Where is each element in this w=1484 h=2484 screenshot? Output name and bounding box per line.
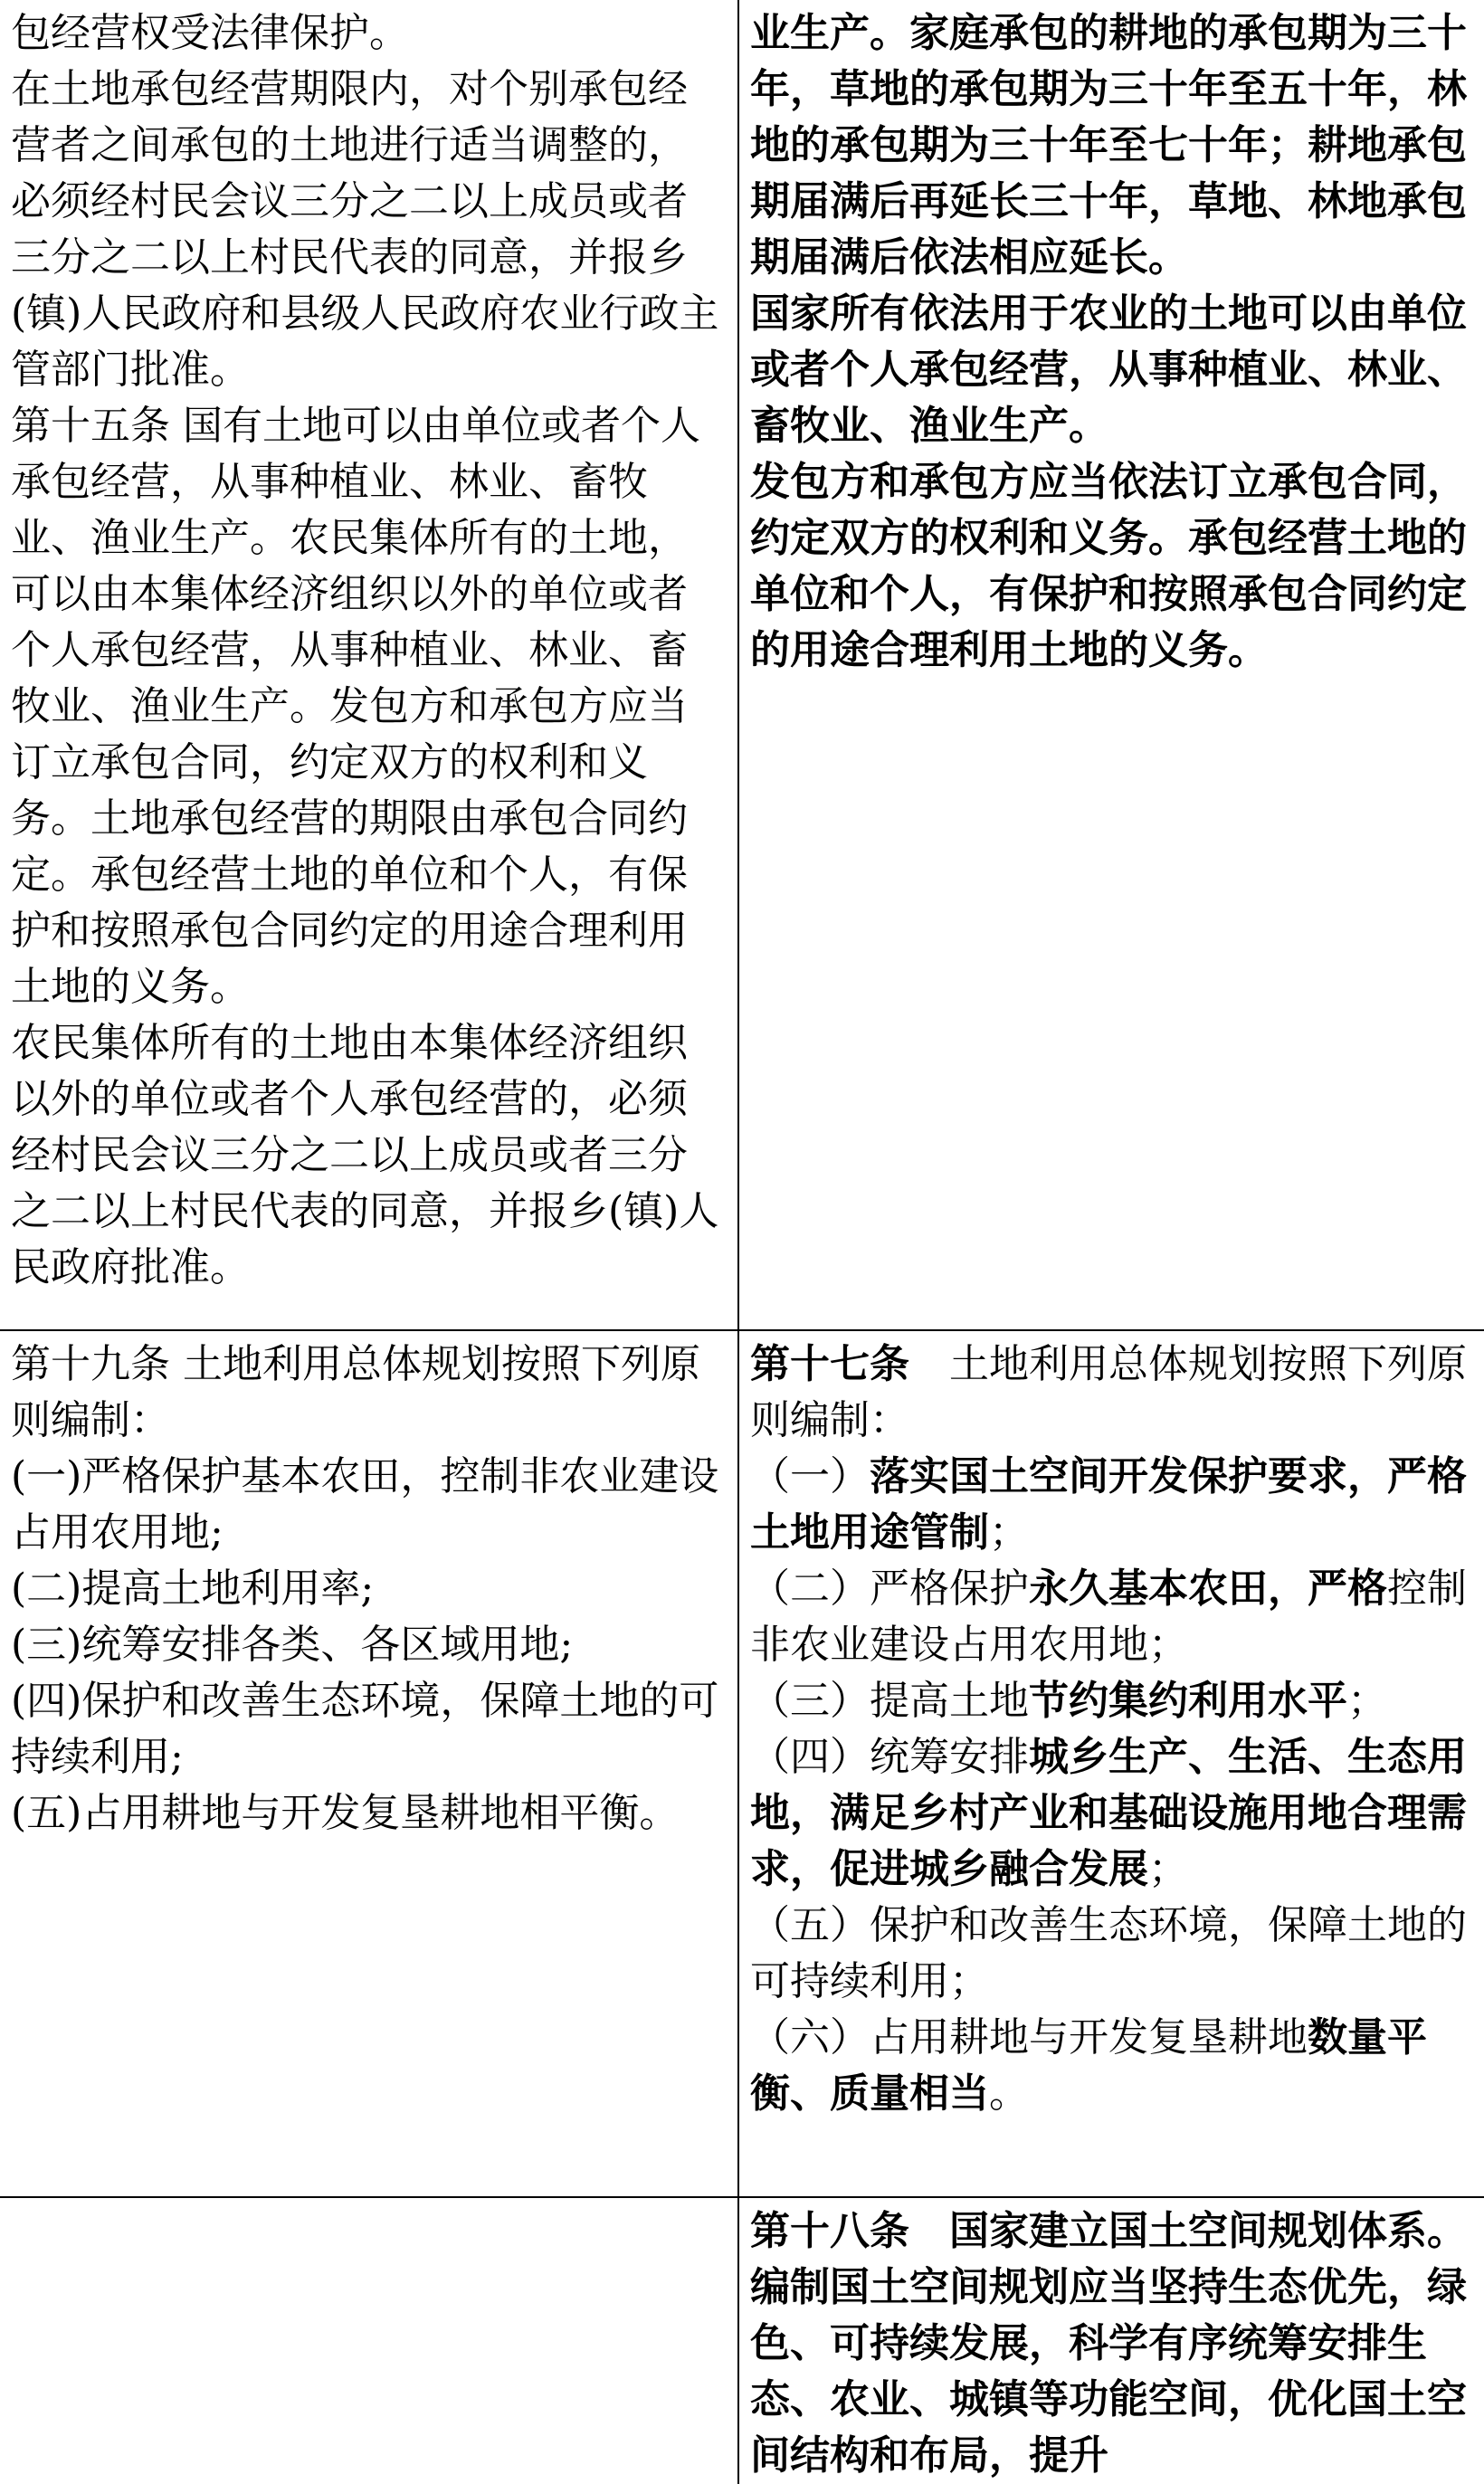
item-suffix: 。 <box>989 2070 1029 2117</box>
old-text-cell <box>0 2197 738 2484</box>
paragraph <box>750 1898 1473 2010</box>
old-text-cell <box>0 0 738 1330</box>
paragraph: 业生产。家庭承包的耕地的承包期为三十年，草地的承包期为三十年至五十年，林地的承包期为三十年至七十年；耕地承包期届满后再延长三十年，草地、林地承包期届满后依法相应延长。 <box>750 10 1467 281</box>
paragraph: (三)统筹安排各类、各区域用地; <box>11 1622 574 1668</box>
table-row <box>0 2197 1484 2484</box>
item-prefix: （四）统筹安排 <box>750 1734 1029 1780</box>
item-revised-text: 节约集约利用水平 <box>1029 1678 1347 1724</box>
item-revised-text: 落实国土空间开发保护要求，严格土地用途管制 <box>750 1453 1467 1556</box>
table-row <box>0 1330 1484 2197</box>
item-prefix: （三）提高土地 <box>750 1678 1029 1724</box>
paragraph <box>750 1449 1473 1561</box>
article-number: 第十七条 <box>750 1341 909 1387</box>
paragraph: (二)提高土地利用率; <box>11 1566 375 1612</box>
paragraph <box>750 1673 1473 1729</box>
item-prefix: （六）占用耕地与开发复垦耕地 <box>750 2014 1308 2060</box>
item-prefix: （五）保护和改善生态环境，保障土地的可持续利用； <box>750 1902 1467 2004</box>
article-heading-text: 土地利用总体规划按照下列原则编制： <box>750 1341 1467 1443</box>
paragraph: 第十五条 国有土地可以由单位或者个人承包经营，从事种植业、林业、畜牧业、渔业生产。农民集体所有的土地，可以由本集体经济组织以外的单位或者个人承包经营，从事种植业、林业、畜牧业、渔业生产。发包方和承包方应当订立承包合同，约定双方的权利和义务。土地承包经营的期限由承包合同约定。承包经营土地的单位和个人，有保护和按照承包合同约定的用途合理利用土地的义务。 <box>11 403 700 1010</box>
item-prefix: （二）严格保护 <box>750 1566 1029 1612</box>
item-prefix: （一） <box>750 1453 870 1499</box>
new-text-cell <box>738 2197 1484 2484</box>
paragraph: 农民集体所有的土地由本集体经济组织以外的单位或者个人承包经营的，必须经村民会议三分之二以上成员或者三分之二以上村民代表的同意，并报乡(镇)人民政府批准。 <box>11 1020 719 1290</box>
paragraph: 国家所有依法用于农业的土地可以由单位或者个人承包经营，从事种植业、林业、畜牧业、渔业生产。 <box>750 290 1467 449</box>
old-text-cell <box>0 1330 738 2197</box>
paragraph <box>750 1561 1473 1673</box>
new-text-cell <box>738 1330 1484 2197</box>
article-heading <box>750 1337 1473 1449</box>
paragraph: 发包方和承包方应当依法订立承包合同，约定双方的权利和义务。承包经营土地的单位和个人，有保护和按照承包合同约定的用途合理利用土地的义务。 <box>750 459 1467 673</box>
item-revised-text: 城乡生产、生活、生态用地，满足乡村产业和基础设施用地合理需求，促进城乡融合发展 <box>750 1734 1467 1892</box>
item-suffix: ； <box>1347 1678 1387 1724</box>
paragraph <box>750 1729 1473 1898</box>
paragraph: 在土地承包经营期限内，对个别承包经营者之间承包的土地进行适当调整的，必须经村民会议三分之二以上成员或者三分之二以上村民代表的同意，并报乡(镇)人民政府和县级人民政府农业行政主管部门批准。 <box>11 66 719 393</box>
item-revised-text: 数量平衡、质量相当 <box>750 2014 1427 2117</box>
paragraph: 包经营权受法律保护。 <box>11 10 409 56</box>
item-suffix: ； <box>989 1509 1029 1556</box>
paragraph: (四)保护和改善生态环境，保障土地的可持续利用; <box>11 1678 719 1780</box>
new-text-cell <box>738 0 1484 1330</box>
paragraph: (五)占用耕地与开发复垦耕地相平衡。 <box>11 1790 680 1836</box>
item-suffix: 控制非农业建设占用农用地； <box>750 1566 1467 1668</box>
item-suffix: ； <box>1148 1846 1188 1892</box>
paragraph: (一)严格保护基本农田，控制非农业建设占用农用地; <box>11 1453 719 1556</box>
paragraph: 第十八条 国家建立国土空间规划体系。编制国土空间规划应当坚持生态优先，绿色、可持续发展，科学有序统筹安排生态、农业、城镇等功能空间，优化国土空间结构和布局，提升 <box>750 2208 1467 2479</box>
paragraph: 第十九条 土地利用总体规划按照下列原则编制： <box>11 1341 700 1443</box>
item-revised-text: 永久基本农田，严格 <box>1029 1566 1387 1612</box>
paragraph <box>750 2010 1473 2122</box>
